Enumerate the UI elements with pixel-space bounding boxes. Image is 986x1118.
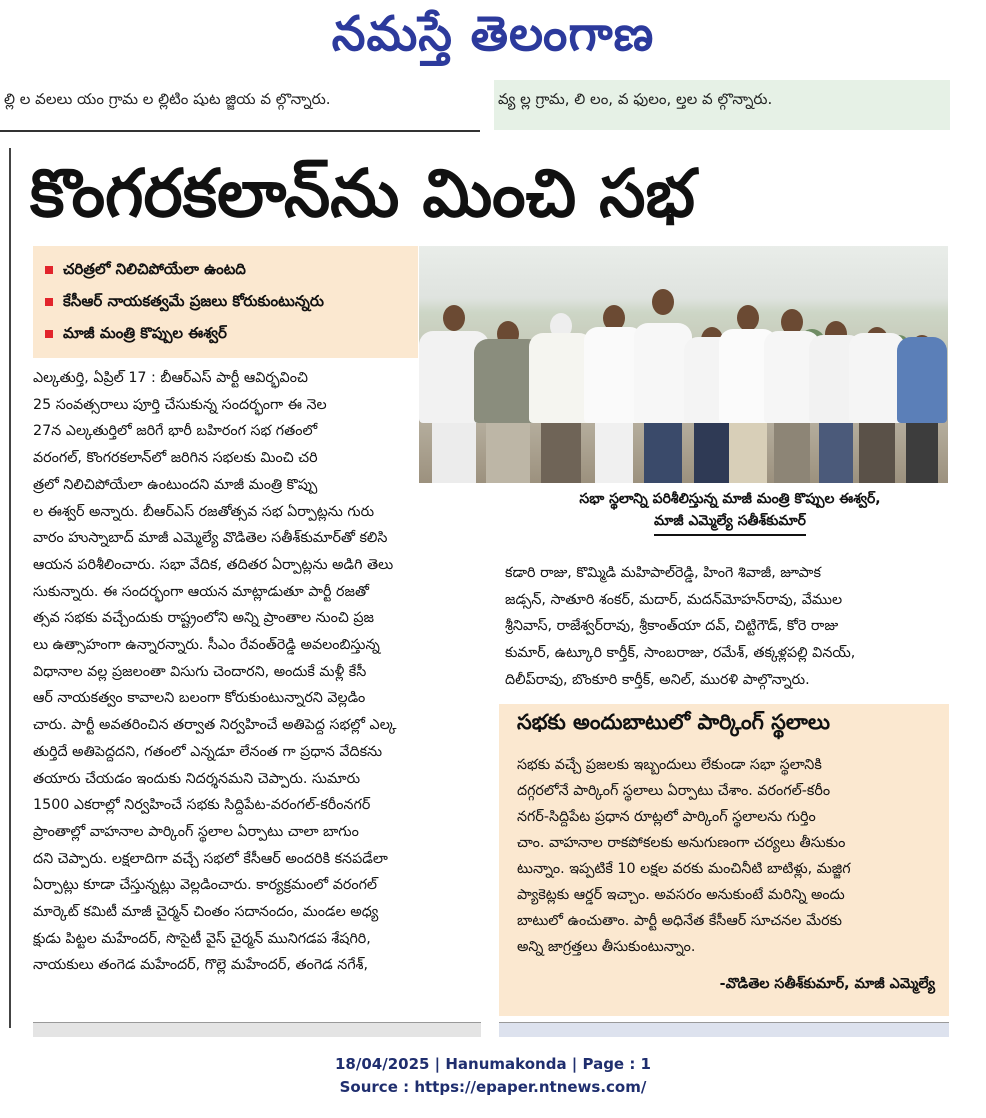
body-line: వారం హుస్నాబాద్‌ మాజీ ఎమ్మెల్యే వొడితెల సతీశ్‌కుమార్‌తో కలిసి — [33, 530, 388, 547]
highlight-text: మాజీ మంత్రి కొప్పుల ఈశ్వర్‌ — [63, 324, 227, 342]
highlight-text: కేసీఆర్‌ నాయకత్వమే ప్రజలు కోరుకుంటున్నరు — [63, 292, 324, 310]
body-line: విధానాల వల్ల ప్రజలంతా విసుగు చెందారని, అందుకే మళ్లీ కేసీ — [33, 663, 367, 680]
footer-source-link[interactable]: Source : https://epaper.ntnews.com/ — [339, 1078, 647, 1096]
sidebar-line: చాం. వాహనాల రాకపోకలకు అనుగుణంగా చర్యలు తీసుకుం — [517, 835, 846, 851]
body-line: 25 సంవత్సరాలు పూర్తి చేసుకున్న సందర్భంగా ఈ నెల — [33, 396, 327, 413]
photo-caption — [512, 488, 948, 550]
sidebar-heading: సభకు అందుబాటులో పార్కింగ్‌ స్థలాలు — [517, 710, 831, 734]
body-line: ఆర్‌ నాయకత్వం కావాలని బలంగా కోరుకుంటున్నారని వెల్లడిం — [33, 690, 366, 707]
cut-text-right: వ్య ల్ల గ్రామ, లి లం, వ ఫులం, ల్తల వ ల్గొన్నారు. — [498, 90, 773, 108]
sidebar-line: ప్యాకెట్లకు ఆర్డర్‌ ఇచ్చాం. అవసరం అనుకుంటే మరిన్ని అందు — [517, 887, 845, 903]
body-line: కుమార్‌, ఉట్కూరి కార్తీక్‌, సాంబరాజు, రమేశ్‌, తక్కళ్లపల్లి వినయ్‌, — [505, 645, 856, 662]
body-line: శ్రీనివాస్‌, రాజేశ్వర్‌రావు, శ్రీకాంత్‌యా దవ్‌, చిట్టిగౌడ్‌, కోరె రాజు — [505, 618, 839, 635]
highlight-item — [45, 324, 227, 346]
body-line: ప్రాంతాల్లో వాహనాల పార్కింగ్‌ స్థలాల ఏర్పాటు చాలా బాగుం — [33, 823, 359, 840]
body-line: ల ఈశ్వర్‌ అన్నారు. బీఆర్‌ఎస్‌ రజతోత్సవ సభ ఏర్పాట్లను గురు — [33, 503, 375, 520]
highlight-item — [45, 260, 246, 282]
body-line: కడారి రాజు, కొమ్మిడి మహిపాల్‌రెడ్డి, హింగె శివాజీ, జూపాక — [505, 565, 821, 581]
body-line: చారు. పార్టీ అవతరించిన తర్వాత నిర్వహించే అతిపెద్ద సభల్లో ఎల్క — [33, 717, 397, 734]
previous-article-strip-right — [494, 80, 950, 130]
cut-text-left: ల్లి ల వలలు యం గ్రామ ల ల్లిటిం షుట జ్జియ వ ల్గొన్నారు. — [4, 90, 331, 108]
body-line: తుర్తిదే అతిపెద్దదని, గతంలో ఎన్నడూ లేనంత గా ప్రధాన వేదికను — [33, 743, 383, 760]
highlight-item — [45, 292, 324, 314]
body-line: దిలీప్‌రావు, బొంకూరి కార్తీక్‌, అనిల్‌, మురళి పాల్గొన్నారు. — [505, 671, 810, 688]
masthead — [0, 0, 986, 80]
body-line: తయారు చేయడం ఇందుకు నిదర్శనమని చెప్పారు. సుమారు — [33, 770, 361, 787]
next-article-strip-left — [33, 1022, 481, 1037]
body-line: దని చెప్పారు. లక్షలాదిగా వచ్చే సభలో కేసీఆర్‌ అందరికి కనపడేలా — [33, 850, 388, 867]
body-line: వరంగల్‌, కొంగరకలాన్‌లో జరిగిన సభలకు మించి చరి — [33, 450, 318, 467]
bullet-square-icon — [45, 298, 53, 306]
body-line: మార్కెట్‌ కమిటీ మాజీ చైర్మన్‌ చింతం సదానందం, మండల అధ్య — [33, 904, 379, 921]
parking-sidebar — [499, 704, 949, 1016]
sidebar-line: అన్ని జాగ్రత్తలు తీసుకుంటున్నాం. — [517, 939, 696, 955]
sidebar-line: టున్నాం. ఇప్పటికే 10 లక్షల వరకు మంచినీటి బాటిళ్లు, మజ్జిగ — [517, 861, 851, 877]
sidebar-line: బాటులో ఉంచుతాం. పార్టీ అధినేత కేసీఆర్‌ సూచనల మేరకు — [517, 913, 842, 929]
caption-line: సభా స్థలాన్ని పరిశీలిస్తున్న మాజీ మంత్రి కొప్పుల ఈశ్వర్‌, — [579, 491, 881, 507]
next-article-strip-right — [499, 1022, 949, 1037]
column-divider — [9, 148, 11, 1028]
sidebar-line: నగర్‌-సిద్దిపేట ప్రధాన రూట్లలో పార్కింగ్‌ స్థలాలను గుర్తిం — [517, 809, 816, 825]
highlights-box — [33, 246, 418, 358]
body-line: త్రలో నిలిచిపోయేలా ఉంటుందని మాజీ మంత్రి కొప్పు — [33, 476, 318, 493]
newspaper-logo: నమస్తే తెలంగాణ — [331, 6, 655, 62]
sidebar-text — [517, 752, 851, 960]
caption-line: మాజీ ఎమ్మెల్యే సతీశ్‌కుమార్‌ — [654, 510, 806, 536]
body-line: నాయకులు తంగెడ మహేందర్‌, గొల్లె మహేందర్‌, తంగెడ నగేశ్‌, — [33, 957, 369, 974]
body-line: 1500 ఎకరాల్లో నిర్వహించే సభకు సిద్దిపేట-వరంగల్‌-కరీంనగర్‌ — [33, 797, 371, 814]
body-line: లు ఉత్సాహంగా ఉన్నారన్నారు. సీఎం రేవంత్‌రెడ్డి అవలంబిస్తున్న — [33, 637, 380, 654]
body-line: 27న ఎల్కతుర్తిలో జరిగే భారీ బహిరంగ సభ గతంలో — [33, 423, 318, 440]
article-body-column-2 — [505, 560, 949, 694]
article-body-column-1 — [33, 365, 479, 979]
body-line: క్షుడు పిట్టల మహేందర్‌, సొసైటీ వైస్‌ చైర్మన్‌ మునిగడప శేషగిరి, — [33, 930, 371, 947]
body-line: జడ్సన్‌, సాతూరి శంకర్‌, మదార్‌, మదన్‌మోహన్‌రావు, వేముల — [505, 591, 843, 608]
article-headline: కొంగరకలాన్‌ను మించి సభ — [30, 155, 695, 232]
body-line: ఏర్పాట్లు కూడా చేస్తున్నట్లు వెల్లడించారు. కార్యక్రమంలో వరంగల్‌ — [33, 877, 378, 894]
bullet-square-icon — [45, 266, 53, 274]
highlight-text: చరిత్రలో నిలిచిపోయేలా ఉంటది — [63, 260, 246, 278]
sidebar-line: సభకు వచ్చే ప్రజలకు ఇబ్బందులు లేకుండా సభా స్థలానికి — [517, 757, 822, 773]
bullet-square-icon — [45, 330, 53, 338]
body-line: ఎల్కతుర్తి, ఏప్రిల్‌ 17 : బీఆర్‌ఎస్‌ పార్టీ ఆవిర్భవించి — [33, 370, 308, 386]
footer-date-edition: 18/04/2025 | Hanumakonda | Page : 1 — [334, 1055, 651, 1073]
body-line: ఆయన పరిశీలించారు. సభా వేదిక, తదితర ఏర్పాట్లను అడిగి తెలు — [33, 556, 394, 573]
previous-article-strip-left — [0, 80, 480, 132]
sidebar-line: దగ్గరలోనే పార్కింగ్‌ స్థలాలు ఏర్పాటు చేశాం. వరంగల్‌-కరీం — [517, 783, 831, 799]
person-figure — [897, 303, 947, 483]
news-photo — [419, 246, 948, 483]
sidebar-signature: -వొడితెల సతీశ్‌కుమార్‌, మాజీ ఎమ్మెల్యే — [719, 976, 935, 992]
body-line: త్సవ సభకు వచ్చేందుకు రాష్ట్రంలోని అన్ని ప్రాంతాల నుంచి ప్రజ — [33, 610, 374, 627]
body-line: సుకున్నారు. ఈ సందర్భంగా ఆయన మాట్లాడుతూ పార్టీ రజతో — [33, 583, 369, 600]
